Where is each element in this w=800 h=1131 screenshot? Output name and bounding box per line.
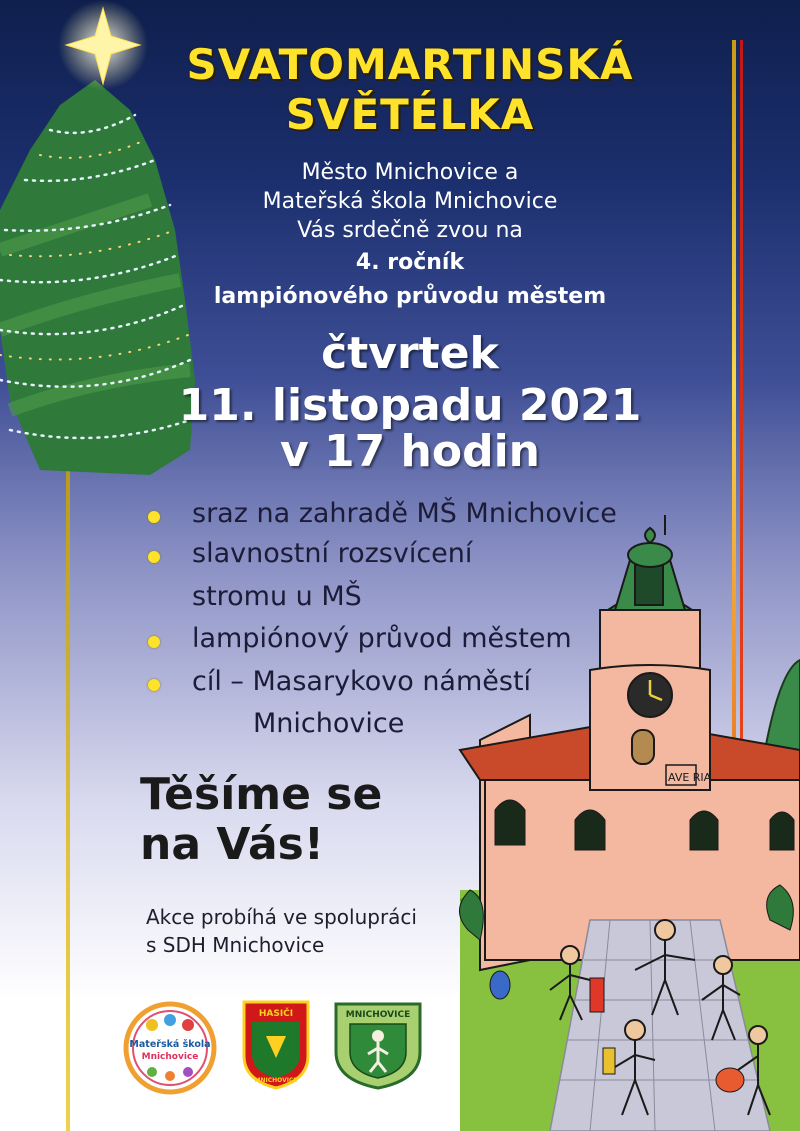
program-item-4-cont: Mnichovice — [253, 708, 405, 739]
school-logo — [122, 1000, 218, 1096]
cooperation-line-2: s SDH Mnichovice — [146, 933, 325, 957]
bullet-icon — [148, 511, 160, 523]
program-item-4: cíl – Masarykovo náměstí — [192, 666, 532, 697]
bullet-icon — [148, 551, 160, 563]
church-illustration — [440, 500, 800, 1131]
bullet-icon — [148, 679, 160, 691]
greeting-line-1: Těšíme se — [140, 769, 383, 820]
firefighters-logo — [240, 998, 312, 1090]
invitation-line-1: Město Mnichovice a — [301, 160, 519, 185]
event-name: lampiónového průvodu městem — [213, 284, 607, 309]
program-item-2-cont: stromu u MŠ — [192, 581, 362, 612]
cooperation-line-1: Akce probíhá ve spolupráci — [146, 905, 417, 929]
edition: 4. ročník — [355, 250, 465, 275]
title-line-2: SVĚTÉLKA — [285, 90, 535, 139]
school-logo-text-1: Mateřská škola — [129, 1039, 211, 1050]
town-logo — [330, 998, 426, 1092]
school-logo-text-2: Mnichovice — [141, 1052, 199, 1062]
tree-pole — [66, 470, 70, 1131]
date-weekday: čtvrtek — [321, 328, 499, 379]
bullet-icon — [148, 636, 160, 648]
date-day: 11. listopadu 2021 — [178, 380, 642, 431]
invitation-line-3: Vás srdečně zvou na — [297, 218, 523, 243]
program-item-3: lampiónový průvod městem — [192, 623, 572, 654]
church-sign: AVE RIA — [668, 771, 712, 784]
program-item-2: slavnostní rozsvícení — [192, 538, 473, 569]
firefighters-logo-top: HASIČI — [258, 1009, 294, 1019]
town-logo-text: MNICHOVICE — [345, 1010, 411, 1020]
invitation-line-2: Mateřská škola Mnichovice — [262, 189, 558, 214]
title-line-1: SVATOMARTINSKÁ — [186, 40, 634, 89]
firefighters-logo-bottom: MNICHOVICE — [254, 1077, 298, 1084]
greeting-line-2: na Vás! — [140, 819, 324, 870]
date-time: v 17 hodin — [279, 426, 540, 477]
program-item-1: sraz na zahradě MŠ Mnichovice — [192, 498, 617, 529]
